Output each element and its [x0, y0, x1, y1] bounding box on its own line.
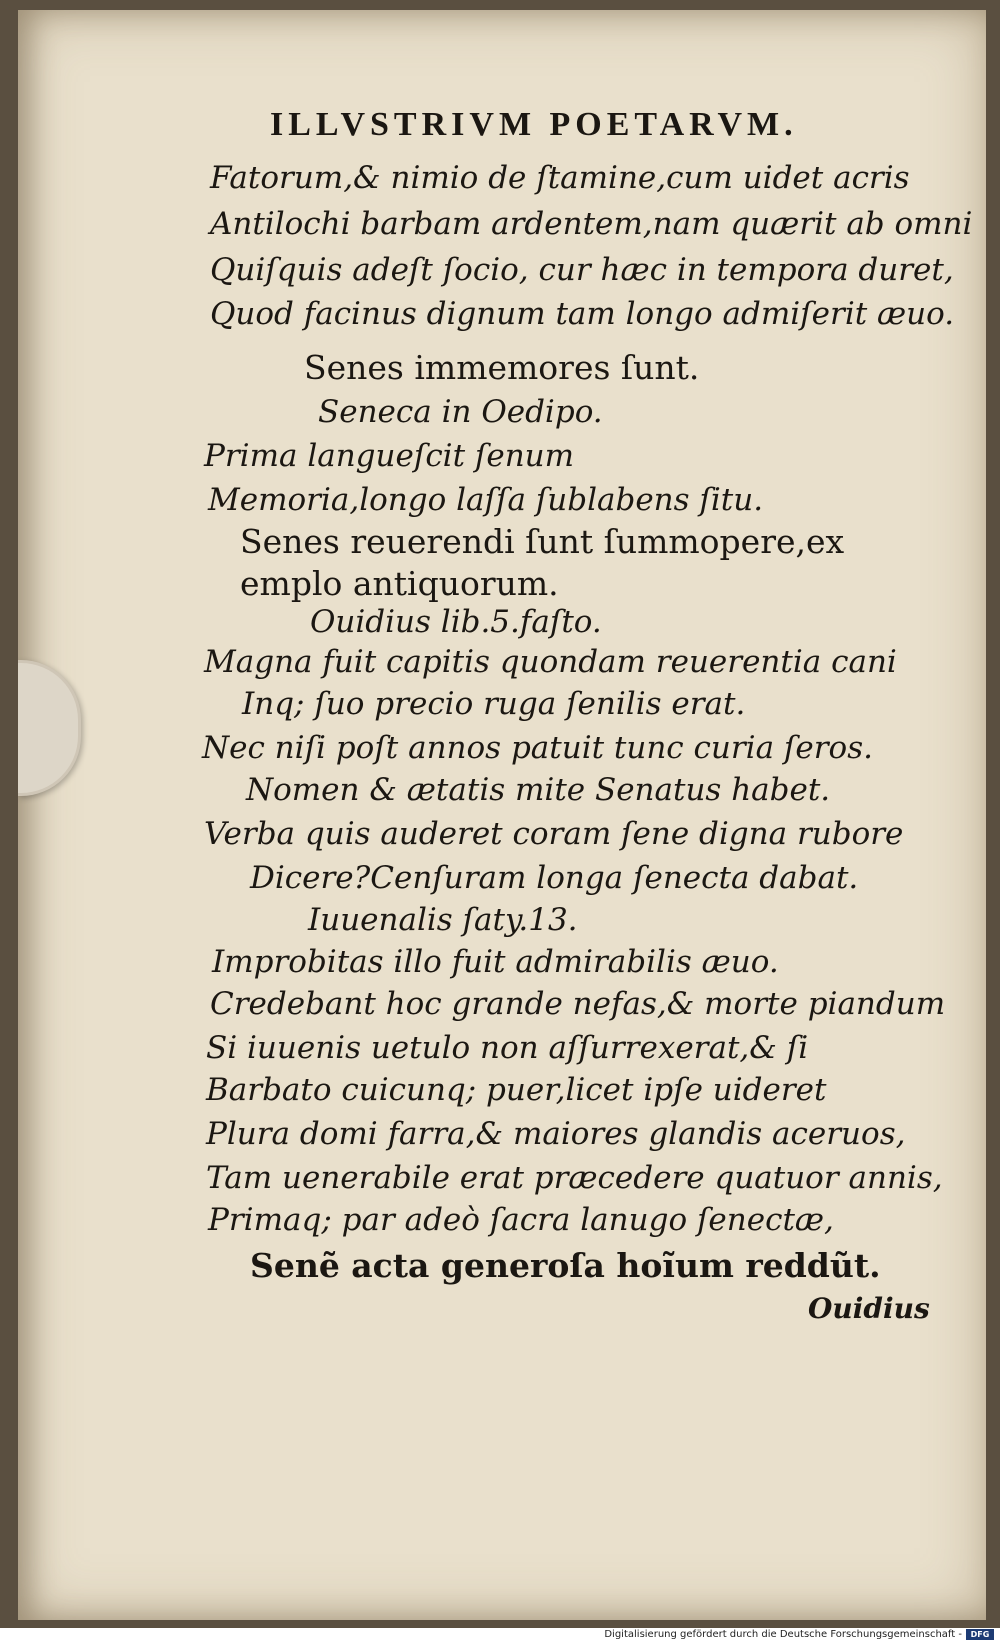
- catchword: Ouidius: [808, 1292, 930, 1325]
- footer-credit: Digitalisierung gefördert durch die Deutsche Forschungsgemeinschaft -: [604, 1629, 962, 1640]
- digitization-footer: [0, 1628, 1000, 1641]
- text-line: Magna fuit capitis quondam reuerentia cani: [204, 644, 897, 680]
- text-line: Dicere?Cenſuram longa ſenecta dabat.: [250, 860, 859, 896]
- text-line: Fatorum,& nimio de ſtamine,cum uidet acris: [210, 160, 910, 196]
- text-line: Inq; ſuo precio ruga ſenilis erat.: [242, 686, 746, 722]
- text-line: Quod facinus dignum tam longo admiſerit æuo.: [210, 296, 955, 332]
- dfg-logo: DFG: [966, 1629, 994, 1640]
- section-heading: Senes reuerendi ſunt ſummopere,ex: [240, 522, 845, 561]
- text-line: Primaq; par adeò ſacra lanugo ſenectæ,: [208, 1202, 834, 1238]
- text-line: Tam uenerabile erat præcedere quatuor annis,: [206, 1160, 943, 1196]
- text-line: Verba quis auderet coram ſene digna rubore: [204, 816, 904, 852]
- source-reference: Ouidius lib.5.faſto.: [310, 604, 602, 640]
- section-heading: Senẽ acta generoſa hoĩum reddũt.: [250, 1246, 881, 1285]
- page-tab-marker: [18, 660, 81, 796]
- section-heading: Senes immemores ſunt.: [304, 348, 700, 387]
- book-page: [18, 10, 986, 1620]
- text-line: Credebant hoc grande nefas,& morte piandum: [210, 986, 946, 1022]
- text-line: Nomen & ætatis mite Senatus habet.: [246, 772, 831, 808]
- text-line: Nec niſi poſt annos patuit tunc curia ſeros.: [202, 730, 873, 766]
- text-line: Memoria,longo laſſa ſublabens ſitu.: [208, 482, 764, 518]
- source-reference: Seneca in Oedipo.: [318, 394, 603, 430]
- text-line: Quiſquis adeſt ſocio, cur hæc in tempora duret,: [210, 252, 954, 288]
- running-head: ILLVSTRIVM POETARVM.: [270, 106, 798, 143]
- source-reference: Iuuenalis ſaty.13.: [308, 902, 578, 938]
- text-line: Prima langueſcit ſenum: [204, 438, 575, 474]
- text-line: Si iuuenis uetulo non aſſurrexerat,& ſi: [206, 1030, 809, 1066]
- text-line: Plura domi farra,& maiores glandis aceruos,: [206, 1116, 906, 1152]
- text-line: Barbato cuicunq; puer,licet ipſe uideret: [206, 1072, 827, 1108]
- text-line: Improbitas illo fuit admirabilis æuo.: [212, 944, 779, 980]
- section-heading: emplo antiquorum.: [240, 564, 559, 603]
- text-line: Antilochi barbam ardentem,nam quærit ab omni: [210, 206, 973, 242]
